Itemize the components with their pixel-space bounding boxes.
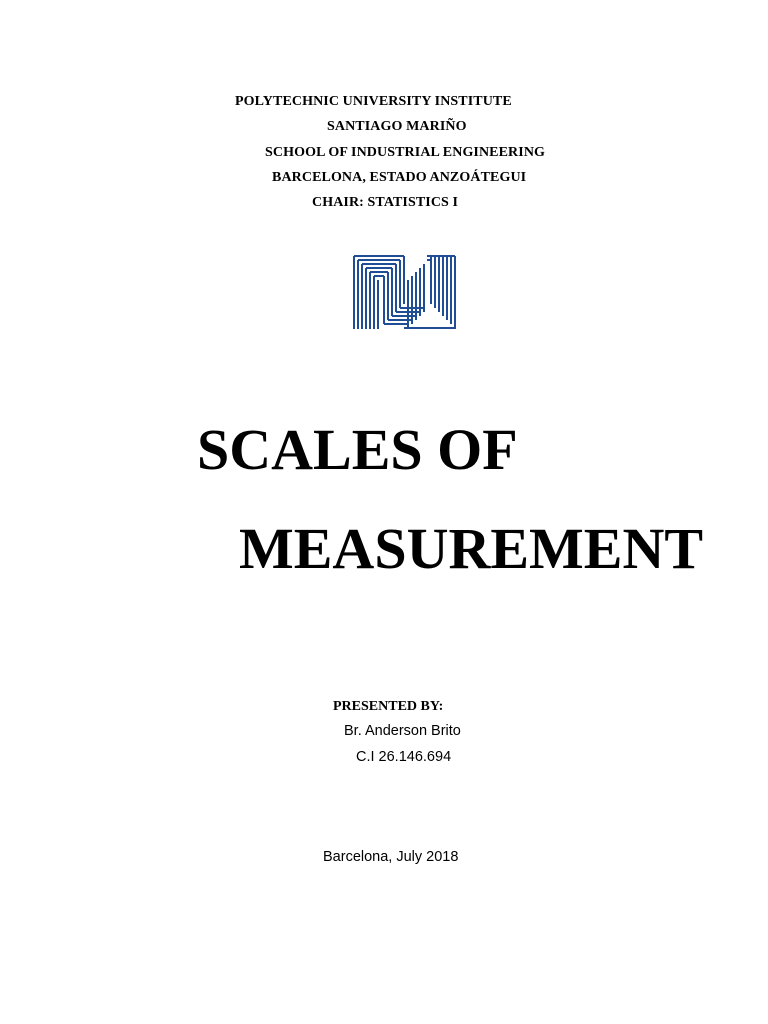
document-title-line-1: SCALES OF bbox=[197, 417, 518, 482]
place-date: Barcelona, July 2018 bbox=[323, 849, 459, 865]
presenter-id: C.I 26.146.694 bbox=[356, 749, 452, 765]
university-logo-icon bbox=[352, 254, 457, 330]
presenter-name: Br. Anderson Brito bbox=[344, 723, 461, 739]
document-title-line-2: MEASUREMENT bbox=[239, 516, 704, 581]
school-name: SCHOOL OF INDUSTRIAL ENGINEERING bbox=[265, 145, 546, 160]
location-line: BARCELONA, ESTADO ANZOÁTEGUI bbox=[272, 170, 527, 185]
chair-line: CHAIR: STATISTICS I bbox=[312, 195, 459, 210]
presented-by-label: PRESENTED BY: bbox=[333, 699, 444, 714]
institute-subname: SANTIAGO MARIÑO bbox=[327, 119, 467, 134]
institute-name: POLYTECHNIC UNIVERSITY INSTITUTE bbox=[235, 94, 512, 109]
